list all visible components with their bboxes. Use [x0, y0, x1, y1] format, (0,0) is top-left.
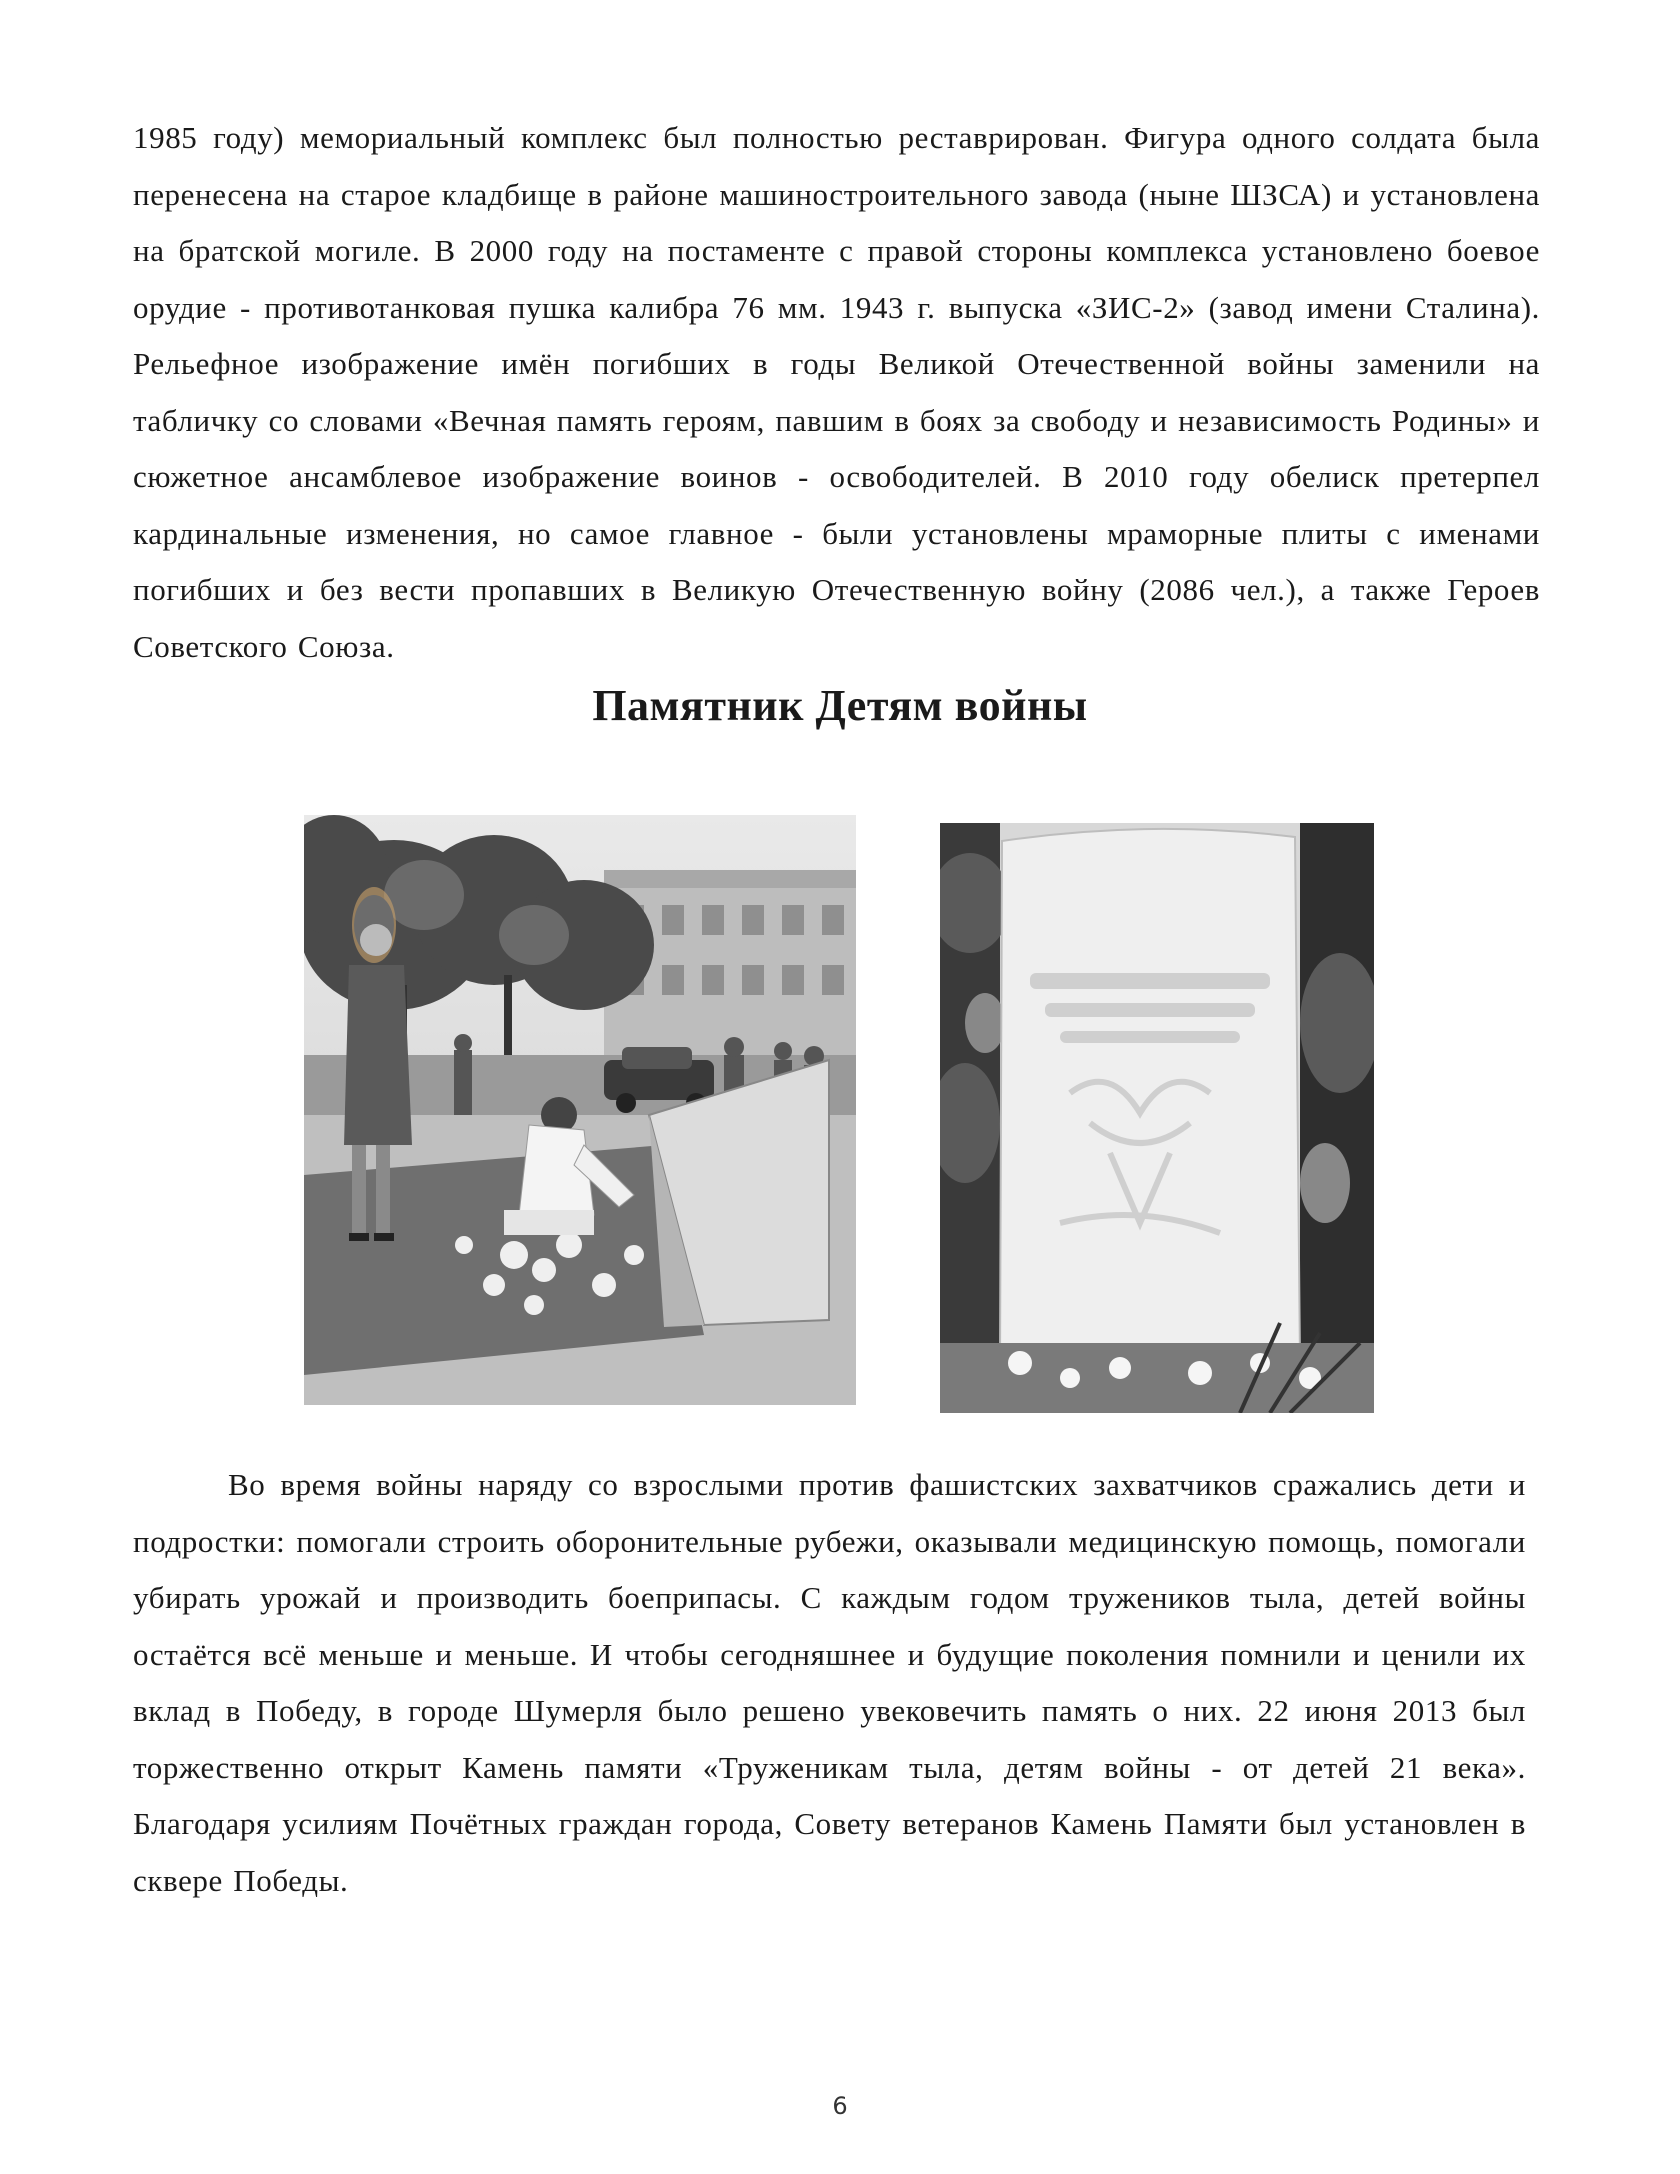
photo-memorial-ceremony [304, 815, 856, 1405]
page-number: 6 [832, 2092, 848, 2120]
photo-memorial-ceremony-image [304, 815, 856, 1405]
paragraph-children-of-war: Во время войны наряду со взрослыми против фашистских захватчиков сражались дети и подростки: помогали строить оборонительные рубежи, оказывали медицинскую помощь, помогали убирать урожай и производить боеприпасы. С каждым годом тружеников тыла, детей войны остаётся всё меньше и меньше. И чтобы сегодняшнее и будущие поколения помнили и ценили их вклад в Победу, в городе Шумерля было решено увековечить память о них. 22 июня 2013 был торжественно открыт Камень памяти «Труженикам тыла, детям войны - от детей 21 века». Благодаря усилиям Почётных граждан города, Совету ветеранов Камень Памяти был установлен в сквере Победы. [133, 1467, 1526, 1898]
photo-memorial-stone [940, 823, 1374, 1413]
paragraph-memorial-history: 1985 году) мемориальный комплекс был полностью реставрирован. Фигура одного солдата была перенесена на старое кладбище в районе машиностроительного завода (ныне ШЗСА) и установлена на братской могиле. В 2000 году на постаменте с правой стороны комплекса установлено боевое орудие - противотанковая пушка калибра 76 мм. 1943 г. выпуска «ЗИС-2» (завод имени Сталина). Рельефное изображение имён погибших в годы Великой Отечественной войны заменили на табличку со словами «Вечная память героям, павшим в боях за свободу и независимость Родины» и сюжетное ансамблевое изображение воинов - освободителей. В 2010 году обелиск претерпел кардинальные изменения, но самое главное - были установлены мраморные плиты с именами погибших и без вести пропавших в Великую Отечественную войну (2086 чел.), а также Героев Советского Союза. [133, 120, 1540, 664]
section-heading: Памятник Детям войны [592, 681, 1088, 730]
photo-memorial-stone-image [940, 823, 1374, 1413]
